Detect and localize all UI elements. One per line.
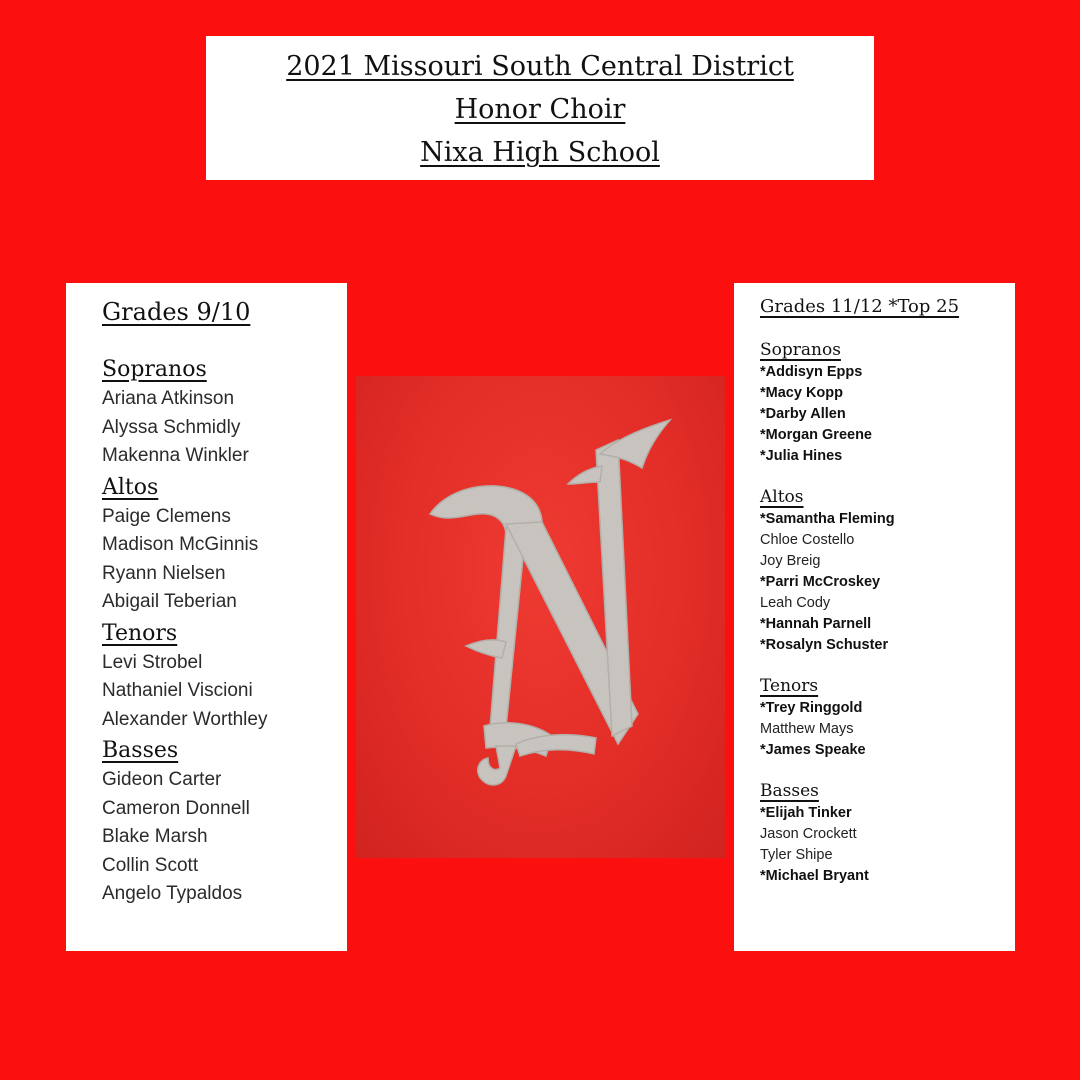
grades-11-12-panel: [734, 283, 1015, 951]
nixa-logo-patch: [356, 376, 725, 858]
member-name: Joy Breig: [760, 553, 821, 569]
section-sopranos: [760, 338, 1015, 467]
title-line-choir: Honor Choir: [454, 94, 626, 125]
member-name: Nathaniel Viscioni: [102, 680, 253, 701]
member-name: Alexander Worthley: [102, 708, 268, 730]
section-tenors: [760, 674, 1015, 761]
member-name: *James Speake: [760, 742, 866, 758]
member-name: Makenna Winkler: [102, 445, 249, 466]
section-heading-sopranos: Sopranos: [102, 357, 207, 382]
member-name: Jason Crockett: [760, 826, 857, 842]
member-name: Alyssa Schmidly: [102, 416, 241, 438]
member-name: *Parri McCroskey: [760, 574, 881, 590]
section-heading-basses: Basses: [102, 738, 179, 763]
title-line-school: Nixa High School: [420, 137, 660, 168]
title-banner: [206, 36, 874, 180]
section-heading-tenors: Tenors: [760, 676, 819, 696]
member-name: Tyler Shipe: [760, 847, 833, 863]
section-heading-altos: Altos: [102, 474, 159, 500]
section-heading-altos: Altos: [760, 487, 804, 507]
member-name: *Michael Bryant: [760, 868, 869, 884]
member-name: Chloe Costello: [760, 532, 855, 548]
member-name: Collin Scott: [102, 854, 199, 876]
member-name: Ariana Atkinson: [102, 388, 235, 409]
section-altos: [760, 485, 1015, 656]
section-heading-basses: Basses: [760, 781, 819, 801]
member-name: Gideon Carter: [102, 769, 222, 790]
member-name: *Morgan Greene: [760, 427, 872, 443]
section-basses: [760, 779, 1015, 887]
member-name: Blake Marsh: [102, 826, 208, 847]
grades-9-10-panel: [66, 283, 347, 951]
member-name: Ryann Nielsen: [102, 562, 226, 584]
member-name: *Hannah Parnell: [760, 616, 872, 632]
member-name: Levi Strobel: [102, 651, 203, 673]
member-name: Cameron Donnell: [102, 797, 250, 819]
member-name: *Macy Kopp: [760, 385, 843, 401]
grades-9-10-title: Grades 9/10: [102, 298, 251, 326]
member-name: Paige Clemens: [102, 505, 231, 527]
member-name: Matthew Mays: [760, 721, 854, 737]
member-name: *Julia Hines: [760, 448, 843, 464]
section-heading-tenors: Tenors: [102, 620, 178, 646]
title-line-event: 2021 Missouri South Central District: [286, 51, 794, 82]
member-name: *Trey Ringgold: [760, 700, 863, 716]
member-name: *Elijah Tinker: [760, 805, 852, 821]
member-name: Angelo Typaldos: [102, 883, 243, 904]
member-name: Madison McGinnis: [102, 534, 259, 555]
grades-11-12-title: Grades 11/12 *Top 25: [760, 296, 960, 317]
member-name: *Addisyn Epps: [760, 364, 863, 380]
section-heading-sopranos: Sopranos: [760, 340, 841, 360]
member-name: *Rosalyn Schuster: [760, 637, 889, 653]
member-name: Leah Cody: [760, 595, 831, 611]
member-name: *Darby Allen: [760, 406, 846, 422]
nixa-n-logo-icon: [356, 376, 725, 858]
member-name: Abigail Teberian: [102, 591, 237, 612]
member-name: *Samantha Fleming: [760, 511, 895, 527]
